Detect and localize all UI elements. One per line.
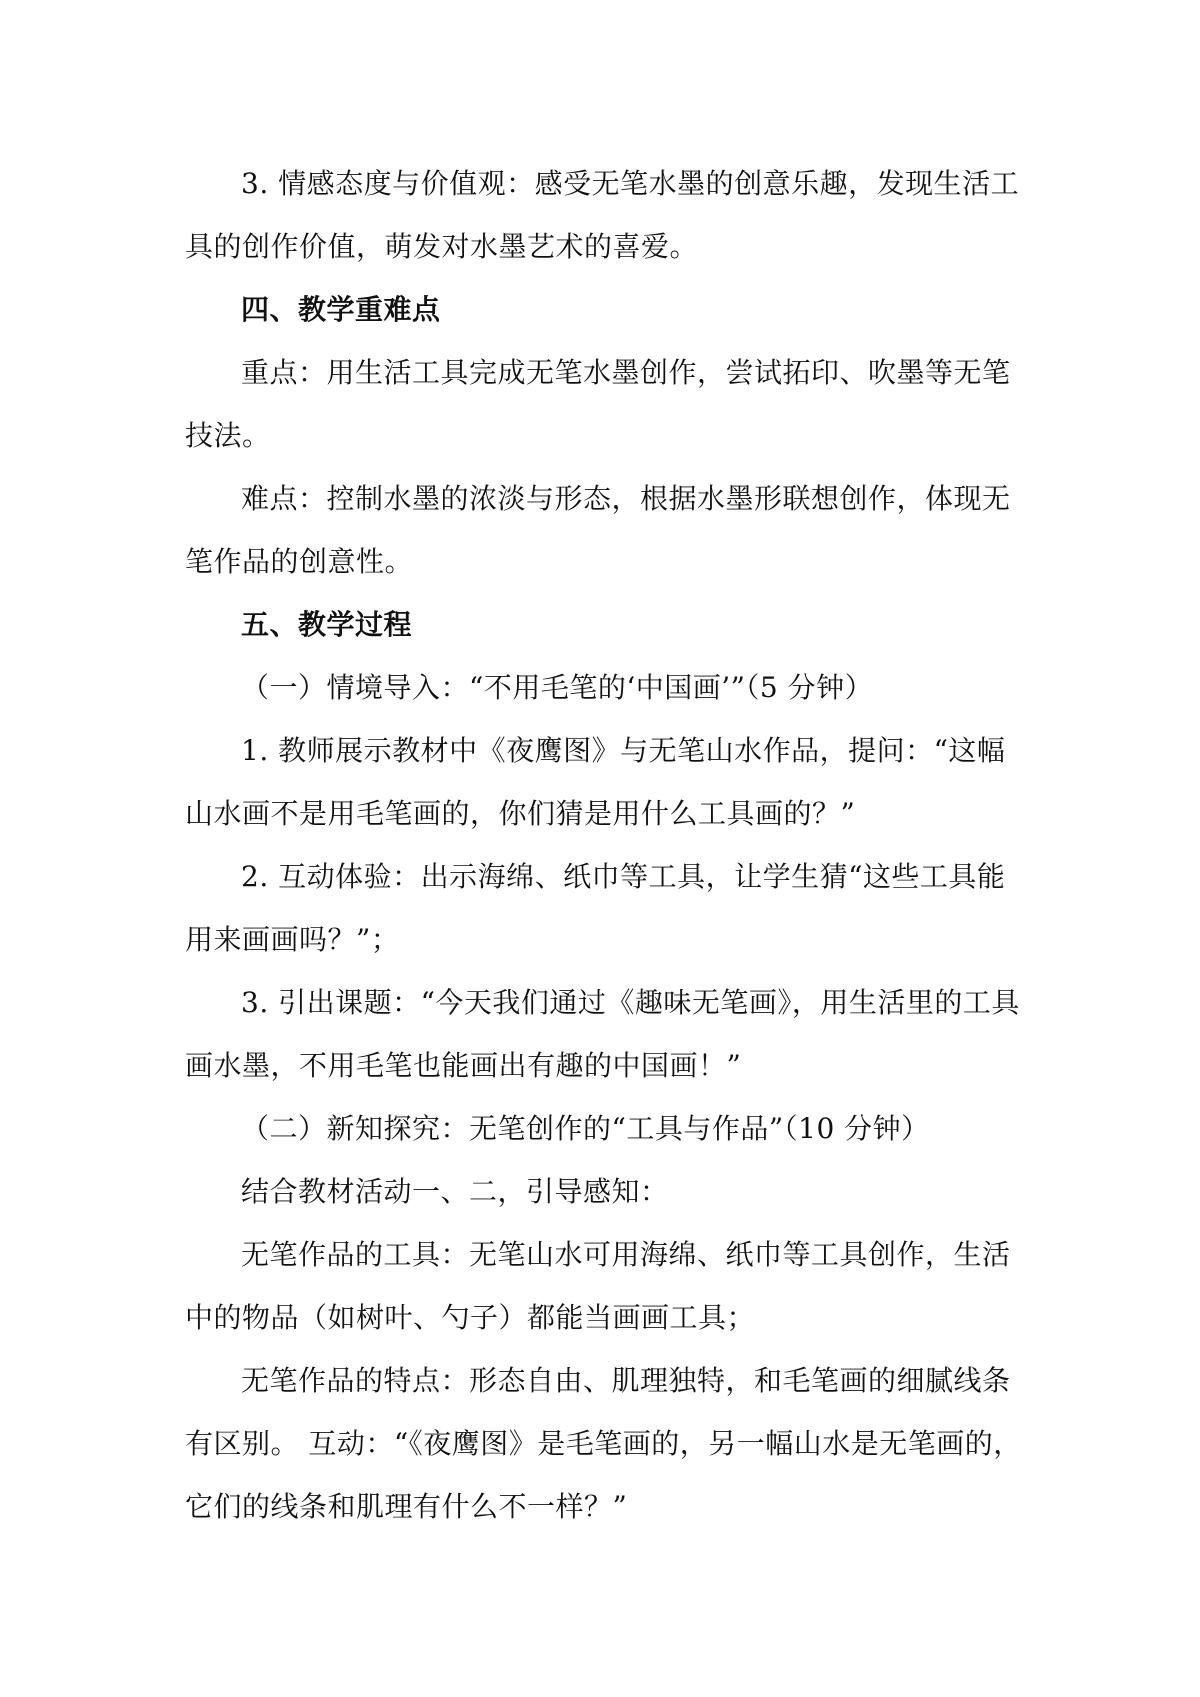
- paragraph-difficult-point: 难点：控制水墨的浓淡与形态，根据水墨形联想创作，体现无笔作品的创意性。: [185, 482, 1011, 578]
- paragraph-intro-step-1: 1. 教师展示教材中《夜鹰图》与无笔山水作品，提问：“这幅山水画不是用毛笔画的，你们猜是用什么工具画的？”: [185, 734, 1006, 830]
- paragraph-tools: 无笔作品的工具：无笔山水可用海绵、纸巾等工具创作，生活中的物品（如树叶、勺子）都能当画画工具；: [185, 1238, 1011, 1334]
- subheading-new-knowledge: （二）新知探究：无笔创作的“工具与作品”（10 分钟）: [241, 1112, 930, 1145]
- paragraph-guide-perception: 结合教材活动一、二，引导感知：: [241, 1175, 669, 1208]
- paragraph-key-point: 重点：用生活工具完成无笔水墨创作，尝试拓印、吹墨等无笔技法。: [185, 356, 1011, 452]
- paragraph-intro-step-3: 3. 引出课题：“今天我们通过《趣味无笔画》，用生活里的工具画水墨，不用毛笔也能画出有趣的中国画！”: [185, 986, 1020, 1082]
- subheading-situation-intro: （一）情境导入：“不用毛笔的‘中国画’”（5 分钟）: [241, 671, 874, 704]
- paragraph-intro-step-2: 2. 互动体验：出示海绵、纸巾等工具，让学生猜“这些工具能用来画画吗？”；: [185, 860, 1006, 956]
- document-body: [185, 152, 1025, 1538]
- paragraph-goal-3: 3. 情感态度与价值观：感受无笔水墨的创意乐趣，发现生活工具的创作价值，萌发对水墨艺术的喜爱。: [185, 167, 1020, 263]
- heading-teaching-process: 五、教学过程: [241, 608, 413, 641]
- heading-key-difficult-points: 四、教学重难点: [241, 293, 441, 326]
- paragraph-features: 无笔作品的特点：形态自由、肌理独特，和毛笔画的细腻线条有区别。 互动：“《夜鹰图》是毛笔画的，另一幅山水是无笔画的，它们的线条和肌理有什么不一样？”: [185, 1364, 1022, 1523]
